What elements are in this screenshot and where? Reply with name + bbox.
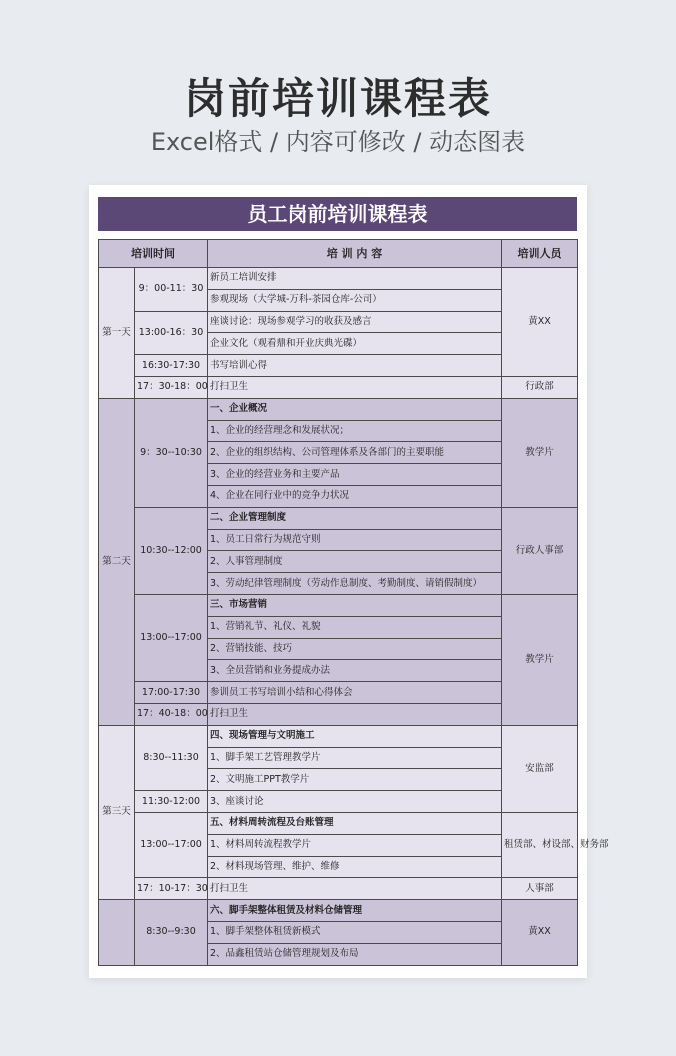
content-cell: 1、脚手架整体租赁新模式: [208, 921, 502, 943]
table-row: [99, 398, 578, 420]
time-cell: 9：00-11：30: [135, 268, 208, 312]
time-cell: 17：30-18：00: [135, 376, 208, 398]
content-cell: 参观现场（大学城-万科-茶园仓库-公司）: [208, 289, 502, 311]
table-row: [99, 812, 578, 834]
content-cell: 3、座谈讨论: [208, 791, 502, 813]
time-cell: 17：40-18：00: [135, 703, 208, 725]
day-cell: 第三天: [99, 725, 135, 899]
content-cell: 1、材料周转流程教学片: [208, 834, 502, 856]
col-header-time: 培训时间: [99, 240, 208, 268]
staff-cell: 黄XX: [502, 900, 578, 965]
schedule-table: [98, 239, 609, 966]
content-cell: 2、品鑫租赁站仓储管理规划及布局: [208, 943, 502, 965]
content-cell: 3、劳动纪律管理制度（劳动作息制度、考勤制度、请销假制度）: [208, 573, 502, 595]
time-cell: 13:00-16：30: [135, 311, 208, 355]
time-cell: 13:00--17:00: [135, 594, 208, 681]
col-header-staff: 培训人员: [502, 240, 578, 268]
staff-cell: 行政人事部: [502, 507, 578, 594]
staff-cell: 黄XX: [502, 268, 578, 377]
content-cell: 3、企业的经营业务和主要产品: [208, 464, 502, 486]
content-cell: 2、人事管理制度: [208, 551, 502, 573]
staff-cell: 教学片: [502, 594, 578, 725]
sheet-banner: 员工岗前培训课程表: [98, 197, 577, 231]
table-row: [99, 507, 578, 529]
content-cell: 四、现场管理与文明施工: [208, 725, 502, 747]
table-row: [99, 725, 578, 747]
content-cell: 参训员工书写培训小结和心得体会: [208, 682, 502, 704]
day-cell: [99, 900, 135, 965]
time-cell: 17：10-17：30: [135, 878, 208, 900]
content-cell: 3、全员营销和业务提成办法: [208, 660, 502, 682]
staff-cell: 租赁部、材设部、财务部: [502, 812, 578, 877]
content-cell: 1、企业的经营理念和发展状况；: [208, 420, 502, 442]
content-cell: 2、材料现场管理、维护、维修: [208, 856, 502, 878]
content-cell: 座谈讨论：现场参观学习的收获及感言: [208, 311, 502, 333]
day-cell: 第一天: [99, 268, 135, 399]
time-cell: 8:30--9:30: [135, 900, 208, 965]
header-row: [99, 240, 578, 268]
content-cell: 1、脚手架工艺管理教学片: [208, 747, 502, 769]
content-cell: 六、脚手架整体租赁及材料仓储管理: [208, 900, 502, 922]
day-cell: 第二天: [99, 398, 135, 725]
content-cell: 打扫卫生: [208, 878, 502, 900]
content-cell: 2、营销技能、技巧: [208, 638, 502, 660]
time-cell: 13:00--17:00: [135, 812, 208, 877]
schedule-sheet: [89, 185, 609, 978]
table-row: [99, 878, 578, 900]
staff-cell: 人事部: [502, 878, 578, 900]
time-cell: 8:30--11:30: [135, 725, 208, 790]
content-cell: 2、文明施工PPT教学片: [208, 769, 502, 791]
content-cell: 一、企业概况: [208, 398, 502, 420]
content-cell: 新员工培训安排: [208, 268, 502, 290]
time-cell: 11:30-12:00: [135, 791, 208, 813]
content-cell: 4、企业在同行业中的竞争力状况: [208, 485, 502, 507]
content-cell: 三、市场营销: [208, 594, 502, 616]
content-cell: 企业文化（观看鼎和开业庆典光碟）: [208, 333, 502, 355]
time-cell: 17:00-17:30: [135, 682, 208, 704]
content-cell: 书写培训心得: [208, 355, 502, 377]
time-cell: 9：30--10:30: [135, 398, 208, 507]
content-cell: 1、营销礼节、礼仪、礼貌: [208, 616, 502, 638]
time-cell: 16:30-17:30: [135, 355, 208, 377]
content-cell: 2、企业的组织结构、公司管理体系及各部门的主要职能: [208, 442, 502, 464]
staff-cell: 安监部: [502, 725, 578, 812]
table-row: [99, 594, 578, 616]
staff-cell: 教学片: [502, 398, 578, 507]
table-row: [99, 900, 578, 922]
page-subtitle: Excel格式 / 内容可修改 / 动态图表: [150, 128, 526, 156]
content-cell: 1、员工日常行为规范守则: [208, 529, 502, 551]
staff-cell: 行政部: [502, 376, 578, 398]
content-cell: 二、企业管理制度: [208, 507, 502, 529]
content-cell: 五、材料周转流程及台账管理: [208, 812, 502, 834]
page-title: 岗前培训课程表: [183, 74, 492, 123]
content-cell: 打扫卫生: [208, 376, 502, 398]
table-row: [99, 268, 578, 290]
col-header-content: 培 训 内 容: [208, 240, 502, 268]
content-cell: 打扫卫生: [208, 703, 502, 725]
table-row: [99, 376, 578, 398]
time-cell: 10:30--12:00: [135, 507, 208, 594]
